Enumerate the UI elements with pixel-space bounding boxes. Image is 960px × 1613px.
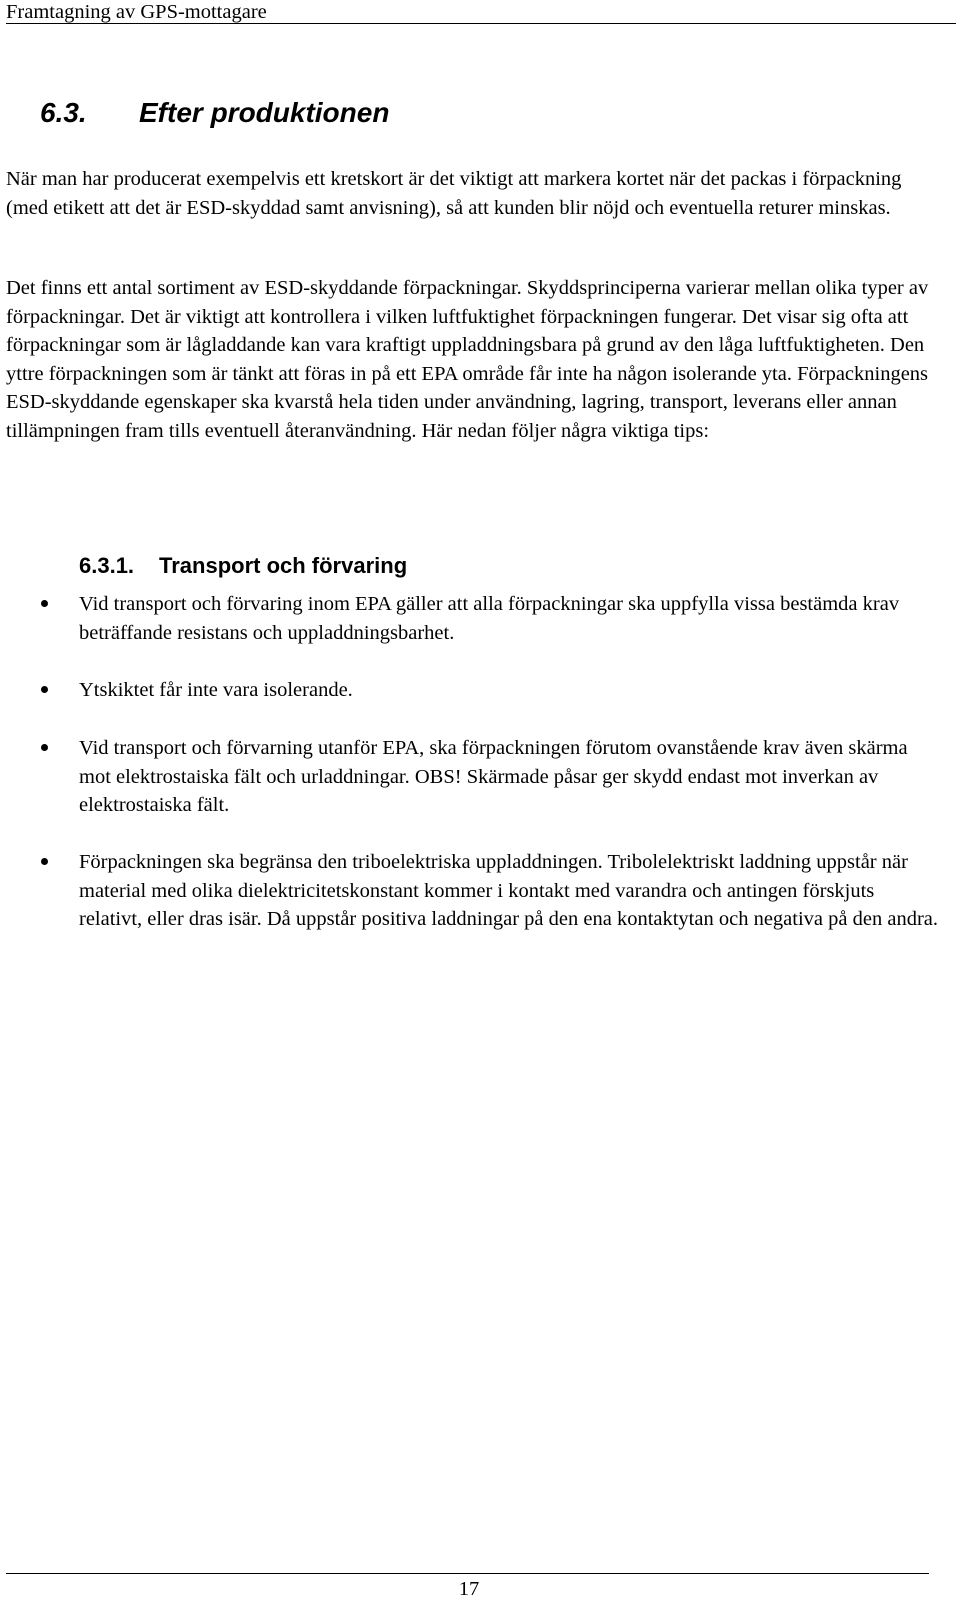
bullet-icon	[41, 600, 48, 607]
list-item-text: Vid transport och förvarning utanför EPA, ska förpackningen förutom ovanstående krav även skärma mot elektrostaiska fält och urladdningar. OBS! Skärmade påsar ger skydd endast mot inverkan av elektrostaiska fält.	[79, 737, 908, 817]
subsection-number: 6.3.1.	[79, 553, 135, 578]
subsection-heading	[79, 551, 407, 581]
packaging-paragraph: Det finns ett antal sortiment av ESD-skyddande förpackningar. Skyddsprinciperna varierar mellan olika typer av förpackningar. Det är viktigt att kontrollera i vilken luftfuktighet förpackningen fungerar. Det visar sig ofta att förpackningar som är lågladdande kan vara kraftigt uppladdningsbara på grund av den låga luftfuktigheten. Den yttre förpackningen som är tänkt att föras in på ett EPA område får inte ha någon isolerande yta. Förpackningens ESD-skyddande egenskaper ska kvarstå hela tiden under användning, lagring, transport, leverans eller annan tillämpningen fram tills eventuell återanvändning. Här nedan följer några viktiga tips:	[6, 277, 929, 442]
bullet-icon	[41, 858, 48, 865]
bullet-icon	[41, 686, 48, 693]
section-heading	[40, 96, 389, 130]
intro-paragraph: När man har producerat exempelvis ett kretskort är det viktigt att markera kortet när det packas i förpackning (med etikett att det är ESD-skyddad samt anvisning), så att kunden blir nöjd och eventuella returer minskas.	[6, 168, 902, 219]
list-item-text: Förpackningen ska begränsa den triboelektriska uppladdningen. Tribolelektriskt laddning uppstår när material med olika dielektricitetskonstant kommer i kontakt med varandra och antingen förskjuts relativt, eller dras isär. Då uppstår positiva laddningar på den ena kontaktytan och negativa på den andra.	[79, 851, 938, 931]
section-title: Efter produktionen	[139, 97, 390, 128]
page-number: 17	[458, 1578, 480, 1600]
bullet-icon	[41, 744, 48, 751]
list-item-text: Vid transport och förvaring inom EPA gäller att alla förpackningar ska uppfylla vissa bestämda krav beträffande resistans och uppladdningsbarhet.	[79, 593, 900, 644]
subsection-title: Transport och förvaring	[159, 553, 408, 578]
list-item-text: Ytskiktet får inte vara isolerande.	[79, 679, 353, 701]
running-header: Framtagning av GPS-mottagare	[6, 0, 956, 24]
section-number: 6.3.	[40, 97, 87, 128]
